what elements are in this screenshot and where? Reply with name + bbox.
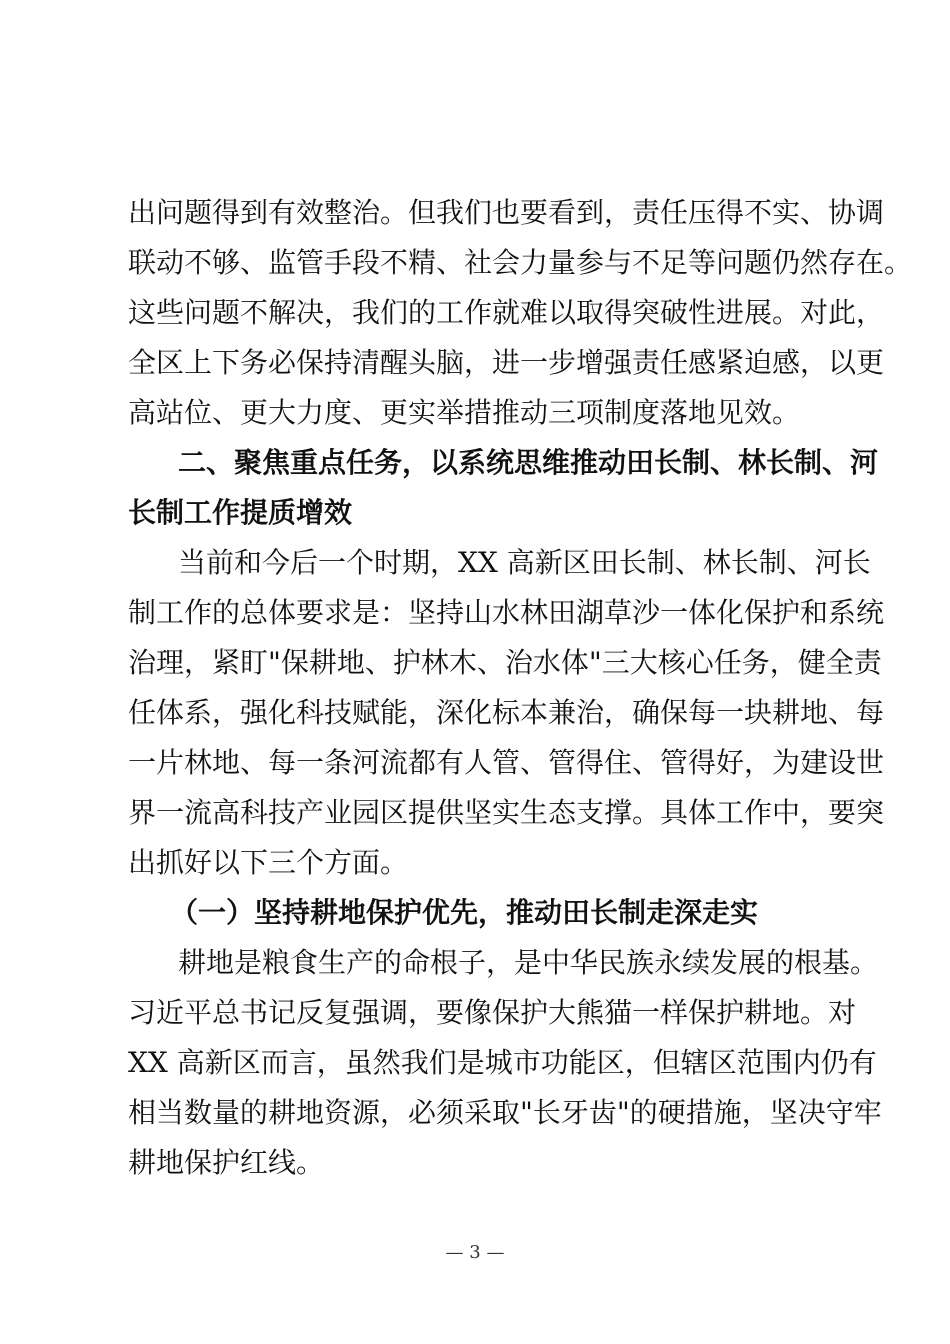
paragraph <box>128 938 882 1188</box>
text-line: 耕地是粮食生产的命根子，是中华民族永续发展的根基。 <box>178 946 879 979</box>
text-line: 出问题得到有效整治。但我们也要看到，责任压得不实、协调 <box>128 196 885 229</box>
text-line: 高站位、更大力度、更实举措推动三项制度落地见效。 <box>128 396 801 429</box>
text-line: 任体系，强化科技赋能，深化标本兼治，确保每一块耕地、每 <box>128 696 885 729</box>
section-heading <box>128 438 879 538</box>
text-line: 相当数量的耕地资源，必须采取"长牙齿"的硬措施，坚决守牢 <box>128 1096 882 1129</box>
text-line: （一）坚持耕地保护优先，推动田长制走深走实 <box>170 896 759 929</box>
text-line: 出抓好以下三个方面。 <box>128 846 409 879</box>
text-line: XX 高新区而言，虽然我们是城市功能区，但辖区范围内仍有 <box>128 1046 877 1079</box>
text-line: 这些问题不解决，我们的工作就难以取得突破性进展。对此， <box>128 296 885 329</box>
document-body <box>128 188 913 1188</box>
text-line: 联动不够、监管手段不精、社会力量参与不足等问题仍然存在。 <box>128 246 913 279</box>
text-line: 制工作的总体要求是：坚持山水林田湖草沙一体化保护和系统 <box>128 596 885 629</box>
text-line: 治理，紧盯"保耕地、护林木、治水体"三大核心任务，健全责 <box>128 646 882 679</box>
text-line: 一片林地、每一条河流都有人管、管得住、管得好，为建设世 <box>128 746 885 779</box>
page-number: — 3 — <box>445 1242 505 1263</box>
text-line: 当前和今后一个时期，XX 高新区田长制、林长制、河长 <box>178 546 871 579</box>
text-line: 习近平总书记反复强调，要像保护大熊猫一样保护耕地。对 <box>128 996 857 1029</box>
paragraph <box>128 188 913 438</box>
subsection-heading <box>128 888 824 938</box>
text-line: 耕地保护红线。 <box>128 1146 325 1179</box>
text-line: 全区上下务必保持清醒头脑，进一步增强责任感紧迫感，以更 <box>128 346 885 379</box>
text-line: 二、聚焦重点任务，以系统思维推动田长制、林长制、河 <box>178 446 879 479</box>
paragraph <box>128 538 885 888</box>
text-line: 长制工作提质增效 <box>128 496 353 529</box>
text-line: 界一流高科技产业园区提供坚实生态支撑。具体工作中，要突 <box>128 796 885 829</box>
